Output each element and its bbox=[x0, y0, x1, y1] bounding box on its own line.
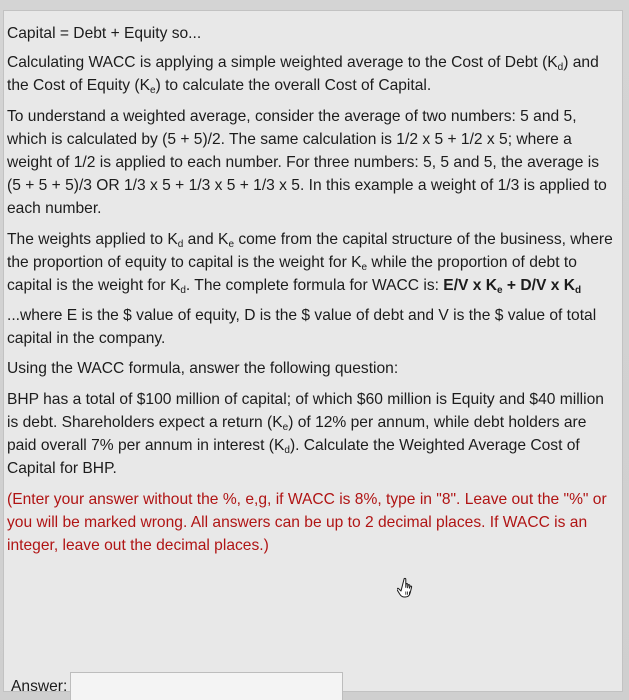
answer-input[interactable] bbox=[70, 672, 343, 700]
wacc-formula: E/V x $K_e + D/V$ x $K_d$ bbox=[443, 277, 582, 296]
answer-label: Answer: bbox=[11, 678, 68, 695]
weights-paragraph: The weights applied to $K_d$ and $K_e$ come from the capital structure of the business, where the proportion of equity to capital is the weight for $K_e$ while the proportion of debt to capital is the weight for $K_d$. The complete formula for WACC is: E/V x $K_e + D/V$ x $K_d$ bbox=[7, 231, 613, 296]
answer-instructions: (Enter your answer without the %, e,g, if WACC is 8%, type in "8". Leave out the "%" or you will be marked wrong. All answers can be up to 2 decimal places. If WACC is an integer, leave out the decimal places.) bbox=[7, 491, 607, 554]
answer-row bbox=[11, 672, 343, 700]
question-content bbox=[7, 22, 617, 557]
definitions-paragraph: ...where E is the $ value of equity, D is the $ value of debt and V is the $ value of total capital in the company. bbox=[7, 307, 597, 347]
weighted-average-paragraph: To understand a weighted average, consider the average of two numbers: 5 and 5, which is calculated by (5 + 5)/2. The same calculation is 1/2 x 5 + 1/2 x 5; where a weight of 1/2 is applied to each number. For three numbers: 5, 5 and 5, the average is (5 + 5 + 5)/3 OR 1/3 x 5 + 1/3 x 5 + 1/3 x 5. In this example a weight of 1/3 is applied to each number. bbox=[7, 108, 607, 217]
intro-heading: Capital = Debt + Equity so... bbox=[7, 25, 202, 42]
bhp-question-paragraph: BHP has a total of $100 million of capital; of which $60 million is Equity and $40 million is debt. Shareholders expect a return $(K_e)$ of 12% per annum, while debt holders are paid overall 7% per annum in interest $(K_d)$. Calculate the Weighted Average Cost of Capital for BHP. bbox=[7, 391, 604, 477]
hand-pointer-icon bbox=[397, 577, 419, 601]
question-prompt: Using the WACC formula, answer the following question: bbox=[7, 360, 399, 377]
wacc-definition-paragraph: Calculating WACC is applying a simple weighted average to the Cost of Debt $(K_d)$ and the Cost of Equity $(K_e)$ to calculate the overall Cost of Capital. bbox=[7, 54, 599, 96]
